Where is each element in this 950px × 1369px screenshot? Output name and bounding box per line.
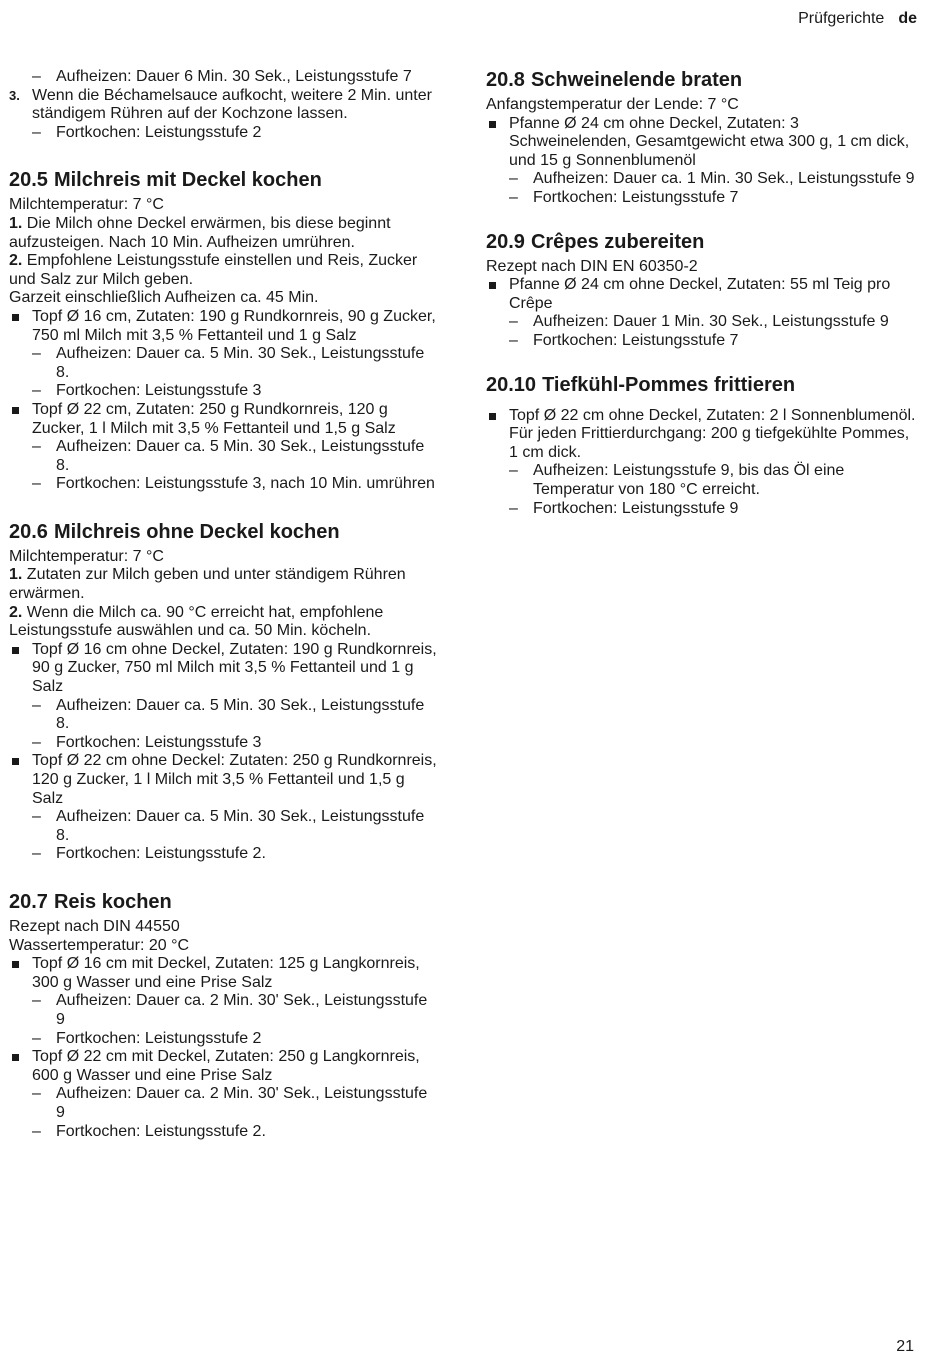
step-item: 2. Empfohlene Leistungsstufe einstellen und Reis, Zucker und Salz zur Milch geben. — [9, 252, 418, 288]
continuation-block — [9, 68, 439, 142]
recipe-reference: Rezept nach DIN 44550 — [9, 917, 180, 935]
bullet-item: Topf Ø 22 cm ohne Deckel: Zutaten: 250 g Rundkornreis, 120 g Zucker, 1 l Milch mit 3,5 % Fettanteil und 1,5 g Salz — [9, 752, 439, 808]
dash-item: – Fortkochen: Leistungsstufe 3 — [32, 733, 262, 751]
dash-item: – Fortkochen: Leistungsstufe 7 — [509, 188, 739, 206]
step-item: 2. Wenn die Milch ca. 90 °C erreicht hat, empfohlene Leistungsstufe auswählen und ca. 50 Min. köcheln. — [9, 603, 384, 640]
bullet-item: Topf Ø 16 cm ohne Deckel, Zutaten: 190 g Rundkornreis, 90 g Zucker, 750 ml Milch mit 3,5 % Fettanteil und 1 g Salz — [9, 641, 439, 697]
dash-item: – Aufheizen: Dauer ca. 2 Min. 30' Sek., Leistungsstufe 9 — [32, 992, 428, 1028]
section-heading: 20.5 Milchreis mit Deckel kochen — [9, 169, 322, 192]
temperature-text: Milchtemperatur: 7 °C — [9, 196, 164, 214]
section-heading: 20.8 Schweinelende braten — [486, 69, 743, 91]
section-20-8 — [486, 68, 918, 208]
section-heading: 20.6 Milchreis ohne Deckel kochen — [9, 520, 340, 543]
dash-item: – Aufheizen: Dauer ca. 5 Min. 30 Sek., Leistungsstufe 8. — [32, 696, 425, 733]
dash-item: – Fortkochen: Leistungsstufe 3 — [32, 382, 262, 400]
square-bullet-icon — [12, 1054, 19, 1061]
bullet-item: Topf Ø 16 cm, Zutaten: 190 g Rundkornreis, 90 g Zucker, 750 ml Milch mit 3,5 % Fettanteil und 1 g Salz — [9, 308, 439, 345]
temperature-text: Milchtemperatur: 7 °C — [9, 547, 164, 565]
dash-item: – Aufheizen: Leistungsstufe 9, bis das Öl eine Temperatur von 180 °C erreicht. — [509, 462, 845, 498]
dash-item: – Aufheizen: Dauer ca. 2 Min. 30' Sek., Leistungsstufe 9 — [32, 1085, 428, 1121]
dash-item: – Fortkochen: Leistungsstufe 2. — [32, 1122, 266, 1140]
language-code: de — [898, 10, 917, 27]
dash-item: – Fortkochen: Leistungsstufe 7 — [509, 331, 739, 349]
section-heading: 20.10 Tiefkühl-Pommes frittieren — [486, 373, 796, 396]
bullet-item: Topf Ø 22 cm, Zutaten: 250 g Rundkornreis, 120 g Zucker, 1 l Milch mit 3,5 % Fettanteil und 1,5 g Salz — [9, 401, 439, 438]
temperature-text: Wassertemperatur: 20 °C — [9, 936, 190, 954]
dash-item: – Fortkochen: Leistungsstufe 2 — [32, 123, 262, 141]
bullet-item: Pfanne Ø 24 cm ohne Deckel, Zutaten: 3 Schweinelenden, Gesamtgewicht etwa 300 g, 1 cm dick, und 15 g Sonnenblumenöl — [486, 115, 918, 171]
dash-item: – Aufheizen: Dauer 1 Min. 30 Sek., Leistungsstufe 9 — [509, 313, 889, 331]
bullet-item: Topf Ø 22 cm ohne Deckel, Zutaten: 2 l Sonnenblumenöl. Für jeden Frittierdurchgang: 200 g tiefgekühlte Pommes, 1 cm dick. — [486, 407, 918, 463]
dash-item: – Fortkochen: Leistungsstufe 3, nach 10 Min. umrühren — [32, 475, 435, 493]
dash-item: – Aufheizen: Dauer 6 Min. 30 Sek., Leistungsstufe 7 — [32, 68, 412, 85]
dash-item: – Fortkochen: Leistungsstufe 9 — [509, 499, 739, 517]
bullet-item: Topf Ø 16 cm mit Deckel, Zutaten: 125 g Langkornreis, 300 g Wasser und eine Prise Salz — [9, 955, 439, 992]
step-item: 1. Zutaten zur Milch geben und unter ständigem Rühren erwärmen. — [9, 566, 406, 603]
page-header — [798, 10, 917, 29]
section-heading: 20.9 Crêpes zubereiten — [486, 230, 705, 253]
section-20-7 — [9, 890, 439, 1141]
recipe-reference: Rezept nach DIN EN 60350-2 — [486, 257, 698, 275]
dash-item: – Aufheizen: Dauer ca. 5 Min. 30 Sek., Leistungsstufe 8. — [32, 438, 425, 474]
section-heading: 20.7 Reis kochen — [9, 890, 172, 913]
square-bullet-icon — [489, 282, 496, 289]
square-bullet-icon — [12, 647, 19, 654]
square-bullet-icon — [12, 758, 19, 765]
dash-item: – Aufheizen: Dauer ca. 5 Min. 30 Sek., Leistungsstufe 8. — [32, 345, 425, 381]
square-bullet-icon — [489, 121, 496, 128]
temperature-text: Anfangstemperatur der Lende: 7 °C — [486, 96, 739, 113]
dash-item: – Fortkochen: Leistungsstufe 2 — [32, 1029, 262, 1047]
square-bullet-icon — [489, 413, 496, 420]
header-title: Prüfgerichte — [798, 10, 885, 27]
step-item: 3. Wenn die Béchamelsauce aufkocht, weitere 2 Min. unter ständigem Rühren auf der Kochzone lassen. — [9, 86, 432, 123]
dash-item: – Aufheizen: Dauer ca. 1 Min. 30 Sek., Leistungsstufe 9 — [509, 170, 915, 188]
section-20-5 — [9, 168, 439, 494]
bullet-item: Topf Ø 22 cm mit Deckel, Zutaten: 250 g Langkornreis, 600 g Wasser und eine Prise Salz — [9, 1048, 439, 1085]
dash-item: – Fortkochen: Leistungsstufe 2. — [32, 845, 266, 863]
page-number: 21 — [896, 1338, 914, 1356]
cooking-time-note: Garzeit einschließlich Aufheizen ca. 45 Min. — [9, 289, 319, 307]
section-20-10 — [486, 373, 918, 519]
bullet-item: Pfanne Ø 24 cm ohne Deckel, Zutaten: 55 ml Teig pro Crêpe — [486, 276, 918, 313]
square-bullet-icon — [12, 961, 19, 968]
section-20-6 — [9, 520, 439, 864]
left-column — [9, 68, 439, 1163]
square-bullet-icon — [12, 314, 19, 321]
right-column — [486, 68, 918, 540]
square-bullet-icon — [12, 407, 19, 414]
dash-item: – Aufheizen: Dauer ca. 5 Min. 30 Sek., Leistungsstufe 8. — [32, 808, 425, 844]
step-item: 1. Die Milch ohne Deckel erwärmen, bis diese beginnt aufzusteigen. Nach 10 Min. Aufheizen umrühren. — [9, 214, 391, 251]
section-20-9 — [486, 230, 918, 351]
